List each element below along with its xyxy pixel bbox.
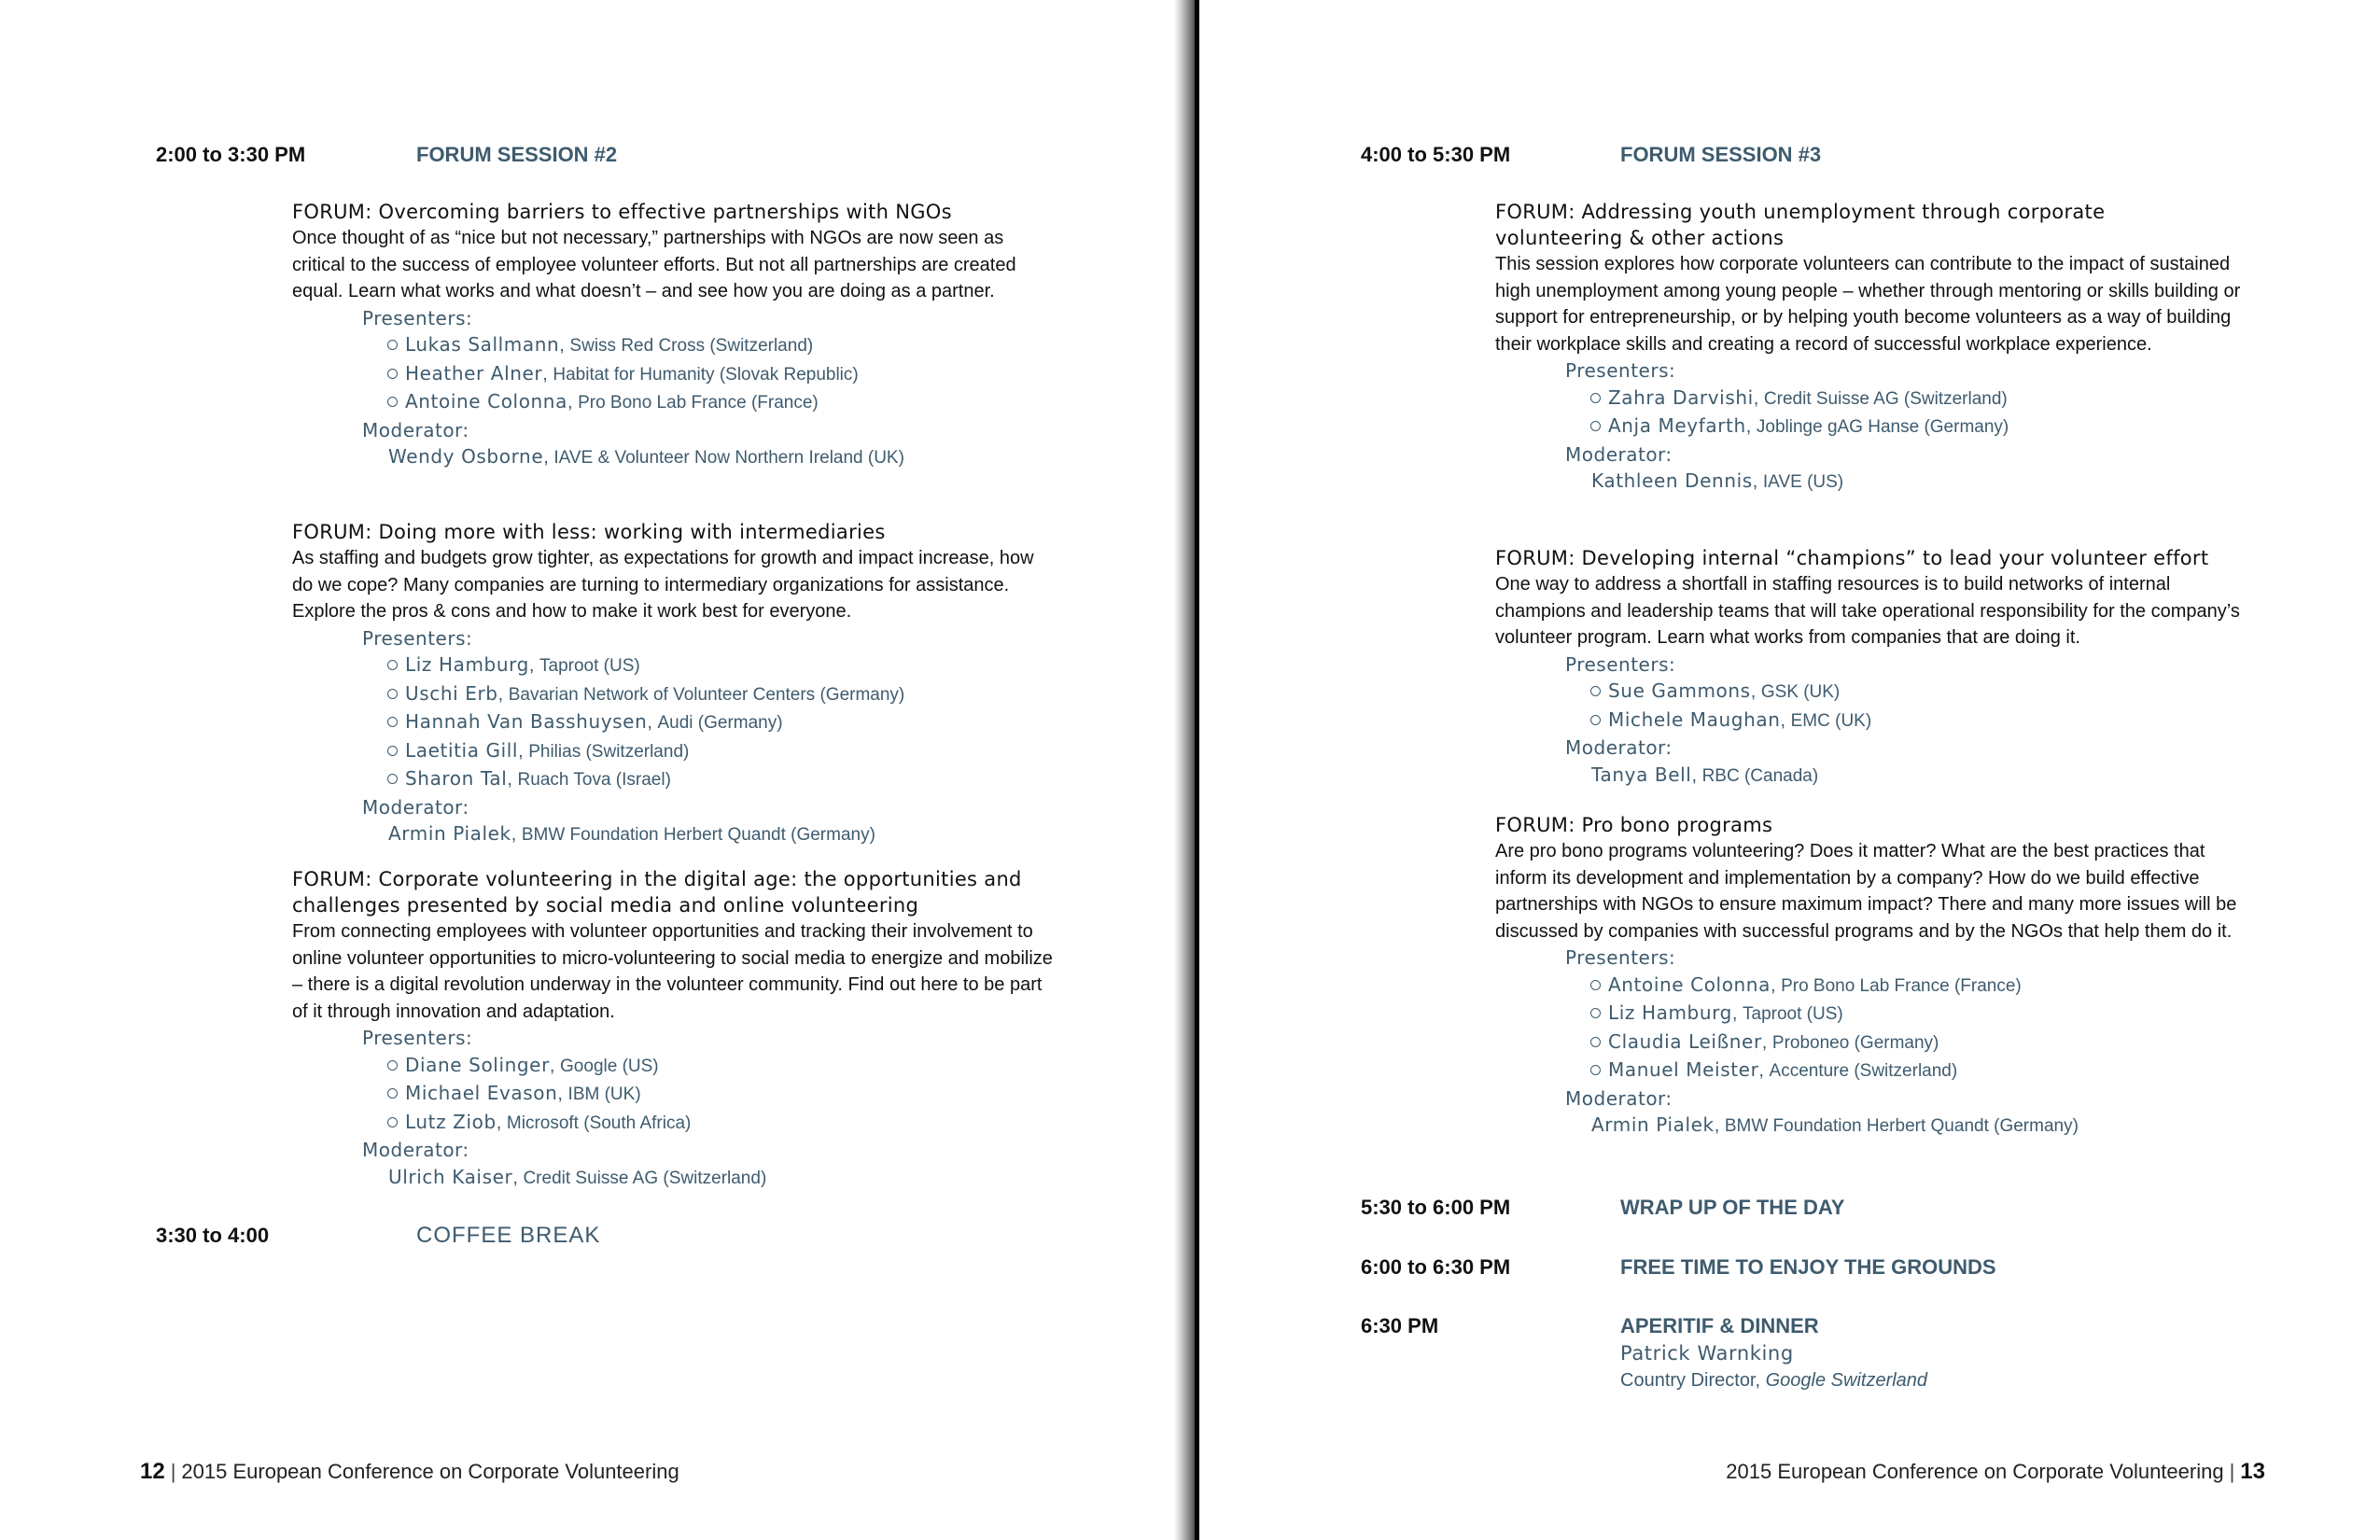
schedule-time: 6:00 to 6:30 PM: [1361, 1255, 1511, 1279]
forum-title: FORUM: Overcoming barriers to effective partnerships with NGOs: [292, 201, 952, 223]
presenter-org: Bavarian Network of Volunteer Centers (Germany): [508, 684, 905, 705]
presenter-name: Michele Maughan: [1608, 707, 1781, 731]
presenter-org: Swiss Red Cross (Switzerland): [569, 336, 814, 356]
presenters-label: Presenters:: [362, 626, 473, 650]
presenter-item: Lukas Sallmann, Swiss Red Cross (Switzerland): [387, 331, 1057, 360]
presenter-item: Uschi Erb, Bavarian Network of Volunteer Centers (Germany): [387, 680, 1057, 709]
moderator-label: Moderator:: [362, 795, 469, 819]
forum-description: From connecting employees with volunteer opportunities and tracking their involvement to online volunteer opportunities to micro-volunteering to social media to energize and mobilize – there is a digital revolution underway in the volunteer community. Find out here to be part of it through innovation and adaptation.: [292, 921, 1053, 1022]
speaker-name: Patrick Warnking: [1620, 1342, 1794, 1365]
moderator: Kathleen Dennis, IAVE (US): [1591, 469, 1844, 492]
right-page: [1199, 0, 2380, 1540]
schedule-title: APERITIF & DINNER: [1620, 1314, 1819, 1337]
presenter-org: Microsoft (South Africa): [506, 1113, 692, 1133]
presenter-name: Sharon Tal: [405, 767, 508, 790]
presenters-list: [387, 331, 1057, 417]
session-time: 2:00 to 3:30 PM: [156, 143, 306, 166]
circle-bullet-icon: [387, 1117, 398, 1127]
circle-bullet-icon: [387, 660, 398, 670]
schedule-title: FREE TIME TO ENJOY THE GROUNDS: [1620, 1255, 1996, 1279]
presenter-item: Hannah Van Basshuysen, Audi (Germany): [387, 708, 1057, 737]
forum-title: FORUM: Developing internal “champions” to lead your volunteer effort: [1495, 547, 2209, 569]
presenter-item: Sue Gammons, GSK (UK): [1590, 678, 2261, 707]
forum-description: One way to address a shortfall in staffing resources is to build networks of internal champions and leadership teams that will take operational responsibility for the company’s volunteer program. Learn what works from companies that are doing it.: [1495, 574, 2240, 648]
presenters-label: Presenters:: [1565, 652, 1676, 676]
moderator-label: Moderator:: [362, 418, 469, 441]
presenter-org: Pro Bono Lab France (France): [578, 393, 819, 413]
moderator-org: RBC (Canada): [1701, 765, 1819, 786]
speaker-company: Google Switzerland: [1765, 1370, 1928, 1391]
circle-bullet-icon: [387, 717, 398, 727]
presenter-name: Antoine Colonna: [405, 390, 567, 413]
presenter-name: Zahra Darvishi: [1608, 385, 1754, 409]
presenter-name: Claudia Leißner: [1608, 1029, 1762, 1053]
presenter-item: Lutz Ziob, Microsoft (South Africa): [387, 1109, 1057, 1138]
presenter-name: Lutz Ziob: [405, 1110, 497, 1133]
presenters-list: [1590, 972, 2261, 1085]
forum-description: Are pro bono programs volunteering? Does it matter? What are the best practices that inform its development and implementation by a company? How do we build effective partnerships with NGOs to ensure maximum impact? There and many more issues will be discussed by companies with successful programs and by the NGOs that help them do it.: [1495, 841, 2237, 942]
presenter-org: Proboneo (Germany): [1771, 1032, 1939, 1053]
circle-bullet-icon: [387, 369, 398, 379]
break-time: 3:30 to 4:00: [156, 1224, 270, 1247]
moderator-name: Tanya Bell: [1591, 763, 1692, 786]
circle-bullet-icon: [1590, 686, 1601, 696]
presenter-item: Diane Solinger, Google (US): [387, 1052, 1057, 1081]
presenter-name: Hannah Van Basshuysen: [405, 710, 648, 733]
presenter-name: Heather Alner: [405, 361, 543, 385]
presenter-item: Liz Hamburg, Taproot (US): [387, 651, 1057, 680]
presenter-org: Ruach Tova (Israel): [517, 770, 671, 790]
forum-block: [292, 519, 1057, 849]
presenter-item: Michele Maughan, EMC (UK): [1590, 707, 2261, 735]
footer-separator: |: [170, 1460, 176, 1483]
moderator-org: BMW Foundation Herbert Quandt (Germany): [521, 825, 875, 845]
presenters-label: Presenters:: [1565, 946, 1676, 969]
presenter-item: Heather Alner, Habitat for Humanity (Slovak Republic): [387, 360, 1057, 389]
forum-description: Once thought of as “nice but not necessary,” partnerships with NGOs are now seen as critical to the success of employee volunteer efforts. But not all partnerships are created equal. Learn what works and what doesn’t – and see how you are doing as a partner.: [292, 228, 1016, 301]
moderator-label: Moderator:: [1565, 442, 1673, 466]
presenter-name: Uschi Erb: [405, 681, 498, 705]
presenters-list: [1590, 385, 2261, 441]
moderator-name: Ulrich Kaiser: [388, 1165, 513, 1188]
presenter-item: Antoine Colonna, Pro Bono Lab France (France): [387, 388, 1057, 417]
presenter-item: Anja Meyfarth, Joblinge gAG Hanse (Germany): [1590, 413, 2261, 441]
circle-bullet-icon: [387, 1060, 398, 1071]
speaker-title: Country Director,: [1620, 1370, 1766, 1391]
presenter-item: Antoine Colonna, Pro Bono Lab France (France): [1590, 972, 2261, 1001]
forum-block: [1495, 199, 2261, 497]
left-page: [0, 0, 1174, 1540]
presenter-name: Sue Gammons: [1608, 679, 1751, 702]
circle-bullet-icon: [387, 1088, 398, 1099]
moderator-org: Credit Suisse AG (Switzerland): [523, 1168, 767, 1188]
moderator-org: BMW Foundation Herbert Quandt (Germany): [1724, 1116, 2079, 1136]
presenter-org: EMC (UK): [1790, 710, 1872, 731]
circle-bullet-icon: [387, 746, 398, 756]
circle-bullet-icon: [1590, 1065, 1601, 1075]
forum-block: [1495, 545, 2261, 790]
moderator-name: Wendy Osborne: [388, 445, 544, 468]
presenter-org: Joblinge gAG Hanse (Germany): [1756, 417, 2009, 437]
presenter-name: Michael Evason: [405, 1082, 558, 1104]
presenter-name: Lukas Sallmann: [405, 333, 560, 356]
presenter-item: Laetitia Gill, Philias (Switzerland): [387, 737, 1057, 766]
page-number: 12: [140, 1459, 165, 1484]
presenter-name: Liz Hamburg: [405, 653, 529, 676]
moderator-org: IAVE (US): [1762, 472, 1844, 492]
presenters-list: [387, 1052, 1057, 1138]
presenter-org: Taproot (US): [1743, 1004, 1843, 1024]
presenter-name: Antoine Colonna: [1608, 973, 1771, 996]
moderator-org: IAVE & Volunteer Now Northern Ireland (UK): [553, 448, 904, 468]
schedule-title: WRAP UP OF THE DAY: [1620, 1196, 1845, 1219]
presenters-label: Presenters:: [362, 1027, 473, 1049]
session-title: FORUM SESSION #3: [1620, 143, 1822, 166]
presenters-list: [1590, 678, 2261, 735]
presenter-org: Audi (Germany): [657, 713, 783, 733]
presenter-org: Pro Bono Lab France (France): [1781, 975, 2022, 996]
presenter-item: Manuel Meister, Accenture (Switzerland): [1590, 1057, 2261, 1085]
circle-bullet-icon: [387, 397, 398, 407]
forum-title: FORUM: Doing more with less: working with intermediaries: [292, 521, 886, 543]
presenter-org: Google (US): [560, 1056, 659, 1076]
circle-bullet-icon: [1590, 393, 1601, 403]
speaker-role: [1620, 1370, 1927, 1392]
presenter-item: Zahra Darvishi, Credit Suisse AG (Switzerland): [1590, 385, 2261, 413]
presenter-org: Credit Suisse AG (Switzerland): [1763, 388, 2008, 409]
presenter-name: Manuel Meister: [1608, 1058, 1759, 1081]
circle-bullet-icon: [1590, 1008, 1601, 1018]
moderator-name: Kathleen Dennis: [1591, 469, 1753, 492]
circle-bullet-icon: [1590, 421, 1601, 431]
footer-separator: |: [2229, 1460, 2235, 1483]
moderator: Wendy Osborne, IAVE & Volunteer Now Northern Ireland (UK): [388, 445, 904, 468]
presenter-org: GSK (UK): [1760, 682, 1841, 702]
session-time: 4:00 to 5:30 PM: [1361, 143, 1511, 166]
moderator-name: Armin Pialek: [388, 822, 511, 845]
forum-title: FORUM: Corporate volunteering in the digital age: the opportunities and challenges presented by social media and online volunteering: [292, 868, 1022, 917]
moderator: Ulrich Kaiser, Credit Suisse AG (Switzerland): [388, 1165, 767, 1188]
presenter-item: Claudia Leißner, Proboneo (Germany): [1590, 1029, 2261, 1057]
presenters-label: Presenters:: [1565, 359, 1676, 382]
presenter-name: Anja Meyfarth: [1608, 414, 1746, 437]
presenter-org: Accenture (Switzerland): [1769, 1061, 1958, 1081]
forum-description: This session explores how corporate volunteers can contribute to the impact of sustained high unemployment among young people – whether through mentoring or skills building or support for entrepreneurship, or by helping youth become volunteers as a way of building their workplace skills and creating a record of successful workplace experience.: [1495, 254, 2241, 355]
presenters-label: Presenters:: [362, 306, 473, 329]
page-footer: [140, 1459, 679, 1485]
moderator: Armin Pialek, BMW Foundation Herbert Quandt (Germany): [388, 822, 875, 845]
break-title: COFFEE BREAK: [416, 1223, 601, 1248]
forum-title: FORUM: Addressing youth unemployment through corporate volunteering & other actions: [1495, 201, 2106, 249]
presenter-item: Michael Evason, IBM (UK): [387, 1080, 1057, 1109]
footer-text: 2015 European Conference on Corporate Volunteering: [1726, 1460, 2224, 1483]
circle-bullet-icon: [1590, 1037, 1601, 1047]
moderator: Armin Pialek, BMW Foundation Herbert Quandt (Germany): [1591, 1113, 2079, 1136]
schedule-time: 6:30 PM: [1361, 1314, 1439, 1337]
moderator-label: Moderator:: [1565, 1086, 1673, 1110]
moderator-name: Armin Pialek: [1591, 1113, 1715, 1136]
circle-bullet-icon: [1590, 715, 1601, 725]
presenter-item: Sharon Tal, Ruach Tova (Israel): [387, 765, 1057, 794]
circle-bullet-icon: [387, 774, 398, 784]
moderator: Tanya Bell, RBC (Canada): [1591, 763, 1819, 786]
circle-bullet-icon: [387, 689, 398, 699]
page-number: 13: [2240, 1459, 2265, 1484]
circle-bullet-icon: [1590, 980, 1601, 990]
forum-title: FORUM: Pro bono programs: [1495, 814, 1773, 836]
presenter-name: Diane Solinger: [405, 1053, 550, 1076]
presenter-org: IBM (UK): [567, 1085, 641, 1104]
session-title: FORUM SESSION #2: [416, 143, 618, 166]
schedule-time: 5:30 to 6:00 PM: [1361, 1196, 1511, 1219]
presenter-name: Laetitia Gill: [405, 738, 519, 762]
presenter-name: Liz Hamburg: [1608, 1001, 1732, 1024]
forum-description: As staffing and budgets grow tighter, as expectations for growth and impact increase, how do we cope? Many companies are turning to intermediary organizations for assistance. Explore the pros & cons and how to make it work best for everyone.: [292, 548, 1034, 622]
presenters-list: [387, 651, 1057, 794]
forum-block: [1495, 812, 2261, 1141]
circle-bullet-icon: [387, 340, 398, 350]
page-footer: [1726, 1459, 2265, 1485]
presenter-org: Habitat for Humanity (Slovak Republic): [553, 364, 859, 385]
moderator-label: Moderator:: [1565, 736, 1673, 759]
moderator-label: Moderator:: [362, 1139, 469, 1161]
forum-block: [292, 866, 1057, 1192]
presenter-org: Taproot (US): [539, 656, 640, 676]
forum-block: [292, 199, 1057, 472]
presenter-item: Liz Hamburg, Taproot (US): [1590, 1000, 2261, 1029]
footer-text: 2015 European Conference on Corporate Volunteering: [181, 1460, 679, 1483]
presenter-org: Philias (Switzerland): [528, 741, 690, 762]
